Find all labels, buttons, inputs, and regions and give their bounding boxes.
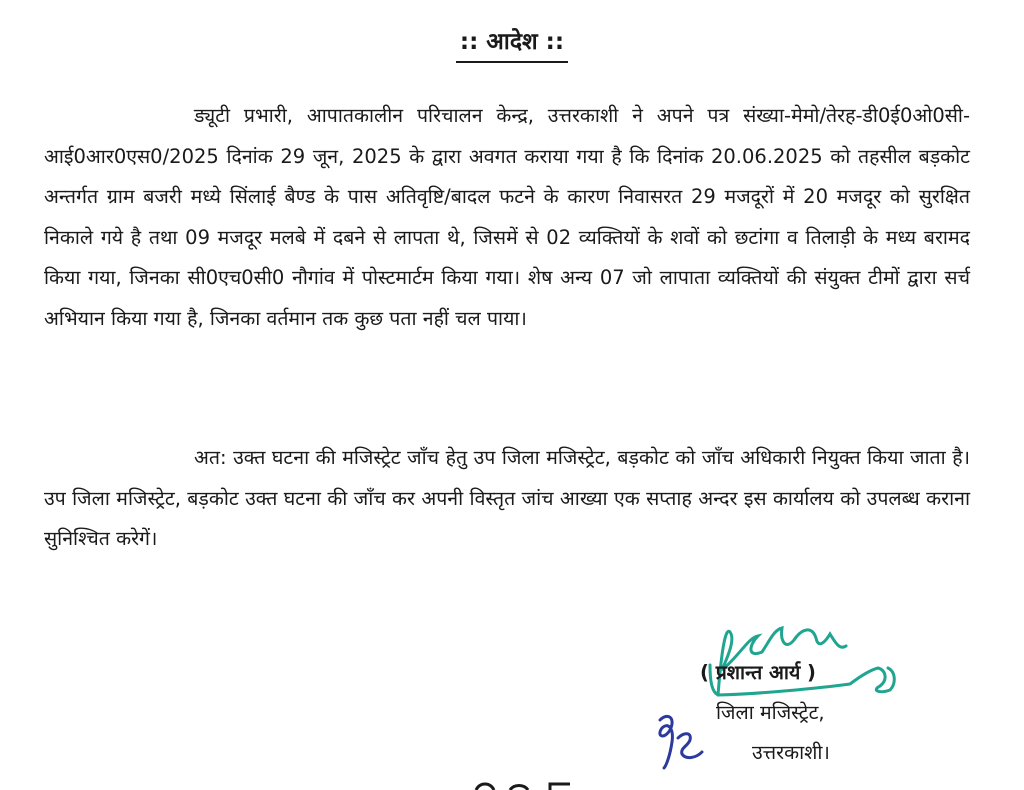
initial-scribble <box>650 708 710 772</box>
signatory-name: ( प्रशान्त आर्य ) <box>700 661 816 684</box>
paragraph-report: ड्यूटी प्रभारी, आपातकालीन परिचालन केन्द्र, उत्तरकाशी ने अपने पत्र संख्या-मेमो/तेरह-डी0ई0ओ0सी-आई0आर0एस0/2025 दिनांक 29 जून, 2025 के द्वारा अवगत कराया गया है कि दिनांक 20.06.2025 को तहसील बड़कोट अन्तर्गत ग्राम बजरी मध्ये सिंलाई बैण्ड के पास अतिवृष्टि/बादल फटने के कारण निवासरत 29 मजदूरों में 20 मजदूर को सुरक्षित निकाले गये है तथा 09 मजदूर मलबे में दबने से लापता थे, जिसमें से 02 व्यक्तियों के शवों को छटांगा व तिलाड़ी के मध्य बरामद किया गया, जिनका सी0एच0सी0 नौगांव में पोस्टमार्टम किया गया। शेष अन्य 07 जो लापाता व्यक्तियों की संयुक्त टीमों द्वारा सर्च अभियान किया गया है, जिनका वर्तमान तक कुछ पता नहीं चल पाया। <box>44 104 970 330</box>
initial-stroke <box>660 716 702 768</box>
title-container <box>0 24 1024 63</box>
paragraph-directive: अत: उक्त घटना की मजिस्ट्रेट जाँच हेतु उप जिला मजिस्ट्रेट, बड़कोट को जाँच अधिकारी नियुक्त किया जाता है। उप जिला मजिस्ट्रेट, बड़कोट उक्त घटना की जाँच कर अपनी विस्तृत जांच आख्या एक सप्ताह अन्दर इस कार्यालय को उपलब्ध कराना सुनिश्चित करेगें। <box>44 446 970 550</box>
signatory-office: उत्तरकाशी। <box>752 741 830 764</box>
signatory-designation: जिला मजिस्ट्रेट, <box>716 701 825 724</box>
order-title: :: आदेश :: <box>456 24 568 63</box>
signature-block <box>700 650 1000 790</box>
cut-off-text-fragment <box>470 778 590 790</box>
